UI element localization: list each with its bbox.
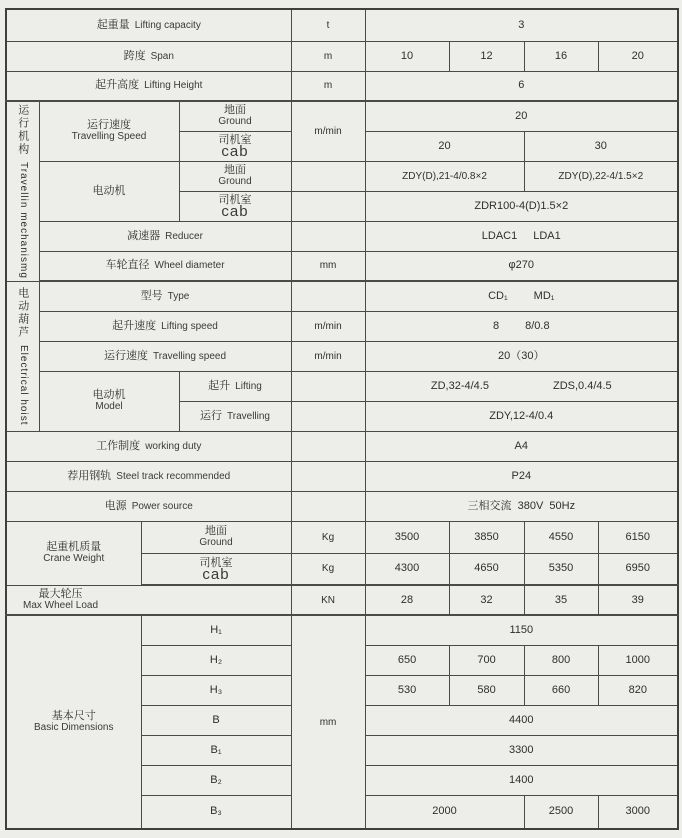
label-zh: 型号 — [140, 289, 163, 302]
label-en: cab — [221, 203, 249, 220]
dim-h2-label: H₂ — [141, 645, 291, 675]
row-type — [6, 281, 678, 311]
label-en: Wheel diameter — [154, 260, 225, 272]
label-zh: 电动机 — [92, 184, 126, 197]
label-zh: 运行 — [200, 409, 223, 422]
label-en: Lifting speed — [161, 320, 218, 332]
value: 8/0.8 — [525, 319, 550, 332]
crane-weight-cab-unit: Kg — [291, 553, 365, 585]
dim-b-label: B — [141, 705, 291, 735]
wheel-diameter-label — [39, 251, 291, 281]
label-zh: 起升高度 — [95, 79, 140, 92]
motor-label — [39, 161, 179, 221]
label-en: Lifting capacity — [134, 19, 201, 31]
dim-h2-value-2: 700 — [449, 645, 524, 675]
label-zh: 运行速度 — [104, 349, 148, 362]
label-en: Steel track recommended — [116, 470, 231, 482]
label-zh: 司机室 — [199, 556, 233, 569]
motor-ground-unit — [291, 161, 365, 191]
crane-weight-ground-unit: Kg — [291, 521, 365, 553]
crane-weight-cab-value-2: 4650 — [449, 553, 524, 585]
row-lifting-speed — [6, 311, 678, 341]
label-zh: 地面 — [224, 164, 247, 176]
hoist-motor-travelling-value: ZDY,12-4/0.4 — [365, 401, 678, 431]
basic-dimensions-label — [6, 615, 141, 829]
crane-weight-cab-value-3: 5350 — [524, 553, 598, 585]
lifting-speed-value — [365, 311, 678, 341]
lifting-capacity-label — [6, 9, 291, 41]
reducer-values — [368, 230, 676, 243]
working-duty-unit — [291, 431, 365, 461]
travelling-speed-ground-value: 20 — [365, 101, 678, 131]
crane-weight-cab-value-1: 4300 — [365, 553, 449, 585]
section-en: Electrical hoist — [17, 344, 29, 426]
section-travelling-mechanism — [6, 101, 39, 281]
dim-h3-value-1: 530 — [365, 675, 449, 705]
dim-b3-value-1: 2000 — [365, 795, 524, 829]
value: LDA1 — [533, 229, 561, 242]
motor-ground-label — [179, 161, 291, 191]
label-en: Travelling — [227, 410, 270, 422]
power-source-value: 三相交流 380V 50Hz — [365, 491, 678, 521]
travelling-speed-cab-value-2: 30 — [524, 131, 678, 161]
section-zh: 电动葫芦 — [16, 286, 29, 339]
label-en: Ground — [218, 116, 252, 128]
dim-b1-label: B₁ — [141, 735, 291, 765]
row-lifting-height — [6, 71, 678, 101]
type-unit — [291, 281, 365, 311]
label-en: Span — [150, 50, 174, 62]
section-en: Travellin mechanismg — [17, 161, 29, 279]
section-electrical-hoist — [6, 281, 39, 431]
span-value-16: 16 — [524, 41, 598, 71]
dim-h2-value-3: 800 — [524, 645, 598, 675]
label-zh: 电动机 — [92, 389, 126, 401]
travelling-speed-cab-value-1: 20 — [365, 131, 524, 161]
travelling-speed-label — [39, 101, 179, 161]
label-block — [23, 588, 98, 612]
label-zh: 跨度 — [123, 49, 146, 62]
label-en: Travelling Speed — [71, 131, 147, 143]
label-en: Basic Dimensions — [34, 722, 114, 733]
hoist-travelling-speed-label — [39, 341, 291, 371]
motor-cab-unit — [291, 191, 365, 221]
span-value-10: 10 — [365, 41, 449, 71]
span-value-12: 12 — [449, 41, 524, 71]
lifting-height-value: 6 — [365, 71, 678, 101]
wheel-diameter-value: φ270 — [365, 251, 678, 281]
label-en: Reducer — [165, 230, 203, 242]
crane-weight-cab-value-4: 6950 — [598, 553, 678, 585]
type-label — [39, 281, 291, 311]
crane-weight-ground-label — [141, 521, 291, 553]
dim-h3-value-3: 660 — [524, 675, 598, 705]
label-en: Power source — [131, 500, 193, 512]
max-wheel-load-value-4: 39 — [598, 585, 678, 615]
crane-weight-ground-value-3: 4550 — [524, 521, 598, 553]
dim-b2-value: 1400 — [365, 765, 678, 795]
hoist-motor-lifting-values — [368, 380, 676, 393]
lifting-height-unit: m — [291, 71, 365, 101]
value: ZD,32-4/4.5 — [430, 379, 489, 392]
label-zh: 减速器 — [127, 229, 161, 242]
row-power-source — [6, 491, 678, 521]
label-en: Ground — [199, 537, 233, 548]
dim-h3-value-4: 820 — [598, 675, 678, 705]
label-en: cab — [202, 565, 230, 583]
dim-b-value: 4400 — [365, 705, 678, 735]
label-zh: 工作制度 — [96, 439, 141, 452]
crane-weight-cab-label — [141, 553, 291, 585]
max-wheel-load-unit: KN — [291, 585, 365, 615]
dim-b1-value: 3300 — [365, 735, 678, 765]
hoist-motor-lifting-unit — [291, 371, 365, 401]
value: MD₁ — [533, 289, 555, 302]
hoist-motor-lifting-label — [179, 371, 291, 401]
dim-h2-value-4: 1000 — [598, 645, 678, 675]
row-hoist-motor-lifting — [6, 371, 678, 401]
dim-h3-value-2: 580 — [449, 675, 524, 705]
hoist-motor-travelling-unit — [291, 401, 365, 431]
max-wheel-load-value-2: 32 — [449, 585, 524, 615]
reducer-unit — [291, 221, 365, 251]
label-zh: 司机室 — [218, 134, 252, 146]
value: LDAC1 — [481, 229, 518, 242]
reducer-value — [365, 221, 678, 251]
label-zh: 最大轮压 — [38, 588, 83, 600]
span-value-20: 20 — [598, 41, 678, 71]
value: CD₁ — [488, 289, 508, 302]
label-en: Crane Weight — [43, 553, 105, 564]
row-max-wheel-load — [6, 585, 678, 615]
hoist-motor-label — [39, 371, 179, 431]
dim-b3-label: B₃ — [141, 795, 291, 829]
row-span — [6, 41, 678, 71]
section-vertical-text — [16, 104, 30, 279]
max-wheel-load-value-3: 35 — [524, 585, 598, 615]
lifting-speed-label — [39, 311, 291, 341]
row-hoist-travelling-speed — [6, 341, 678, 371]
motor-ground-value-2: ZDY(D),22-4/1.5×2 — [524, 161, 678, 191]
dim-h1-label: H₁ — [141, 615, 291, 645]
power-source-label — [6, 491, 291, 521]
motor-cab-label — [179, 191, 291, 221]
row-lifting-capacity — [6, 9, 678, 41]
type-values — [368, 290, 676, 303]
label-en: Lifting — [235, 380, 262, 392]
max-wheel-load-label — [6, 585, 291, 615]
label-en: Max Wheel Load — [23, 600, 99, 611]
label-en: working duty — [145, 440, 202, 452]
power-source-unit — [291, 491, 365, 521]
working-duty-label — [6, 431, 291, 461]
label-zh: 荐用钢轨 — [67, 469, 112, 482]
reducer-label — [39, 221, 291, 251]
label-zh: 地面 — [224, 104, 247, 117]
label-zh: 电源 — [104, 499, 127, 512]
span-label — [6, 41, 291, 71]
label-zh: 起升 — [208, 379, 231, 392]
steel-track-value: P24 — [365, 461, 678, 491]
travelling-speed-ground-label — [179, 101, 291, 131]
label-zh: 基本尺寸 — [51, 710, 96, 722]
label-en: cab — [221, 143, 249, 160]
crane-weight-label — [6, 521, 141, 585]
basic-dimensions-unit: mm — [291, 615, 365, 829]
travelling-speed-unit: m/min — [291, 101, 365, 161]
label-en: Travelling speed — [153, 350, 227, 362]
label-zh: 起重机质量 — [46, 541, 102, 553]
row-motor-ground — [6, 161, 678, 191]
label-zh: 车轮直径 — [105, 259, 150, 272]
crane-weight-ground-value-2: 3850 — [449, 521, 524, 553]
row-reducer — [6, 221, 678, 251]
crane-spec-table — [5, 8, 679, 830]
dim-b2-label: B₂ — [141, 765, 291, 795]
span-unit: m — [291, 41, 365, 71]
lifting-capacity-unit: t — [291, 9, 365, 41]
max-wheel-load-value-1: 28 — [365, 585, 449, 615]
working-duty-value: A4 — [365, 431, 678, 461]
hoist-motor-lifting-value — [365, 371, 678, 401]
dim-h3-label: H₃ — [141, 675, 291, 705]
label-en: Ground — [218, 176, 252, 187]
steel-track-label — [6, 461, 291, 491]
row-travelling-speed-ground — [6, 101, 678, 131]
steel-track-unit — [291, 461, 365, 491]
lifting-capacity-value: 3 — [365, 9, 678, 41]
type-value — [365, 281, 678, 311]
label-en: Model — [95, 401, 123, 412]
wheel-diameter-unit: mm — [291, 251, 365, 281]
row-dim-h1 — [6, 615, 678, 645]
label-zh: 司机室 — [218, 194, 252, 206]
section-vertical-text — [16, 287, 30, 425]
label-en: Lifting Height — [144, 80, 203, 92]
label-zh: 起重量 — [96, 18, 130, 31]
section-zh: 运行机构 — [16, 103, 29, 156]
value: 8 — [492, 319, 500, 332]
motor-ground-value-1: ZDY(D),21-4/0.8×2 — [365, 161, 524, 191]
row-steel-track — [6, 461, 678, 491]
row-wheel-diameter — [6, 251, 678, 281]
dim-b3-value-2: 2500 — [524, 795, 598, 829]
lifting-speed-unit: m/min — [291, 311, 365, 341]
row-working-duty — [6, 431, 678, 461]
row-crane-weight-ground — [6, 521, 678, 553]
label-zh: 运行速度 — [87, 119, 131, 132]
dim-h2-value-1: 650 — [365, 645, 449, 675]
label-zh: 地面 — [205, 525, 228, 537]
label-zh: 起升速度 — [112, 319, 157, 332]
lifting-speed-values — [368, 320, 676, 333]
crane-weight-ground-value-1: 3500 — [365, 521, 449, 553]
hoist-motor-travelling-label — [179, 401, 291, 431]
hoist-travelling-speed-unit: m/min — [291, 341, 365, 371]
value: ZDS,0.4/4.5 — [552, 379, 612, 392]
travelling-speed-cab-label — [179, 131, 291, 161]
dim-h1-value: 1150 — [365, 615, 678, 645]
crane-weight-ground-value-4: 6150 — [598, 521, 678, 553]
hoist-travelling-speed-value: 20（30） — [365, 341, 678, 371]
lifting-height-label — [6, 71, 291, 101]
label-en: Type — [167, 290, 190, 302]
dim-b3-value-3: 3000 — [598, 795, 678, 829]
motor-cab-value: ZDR100-4(D)1.5×2 — [365, 191, 678, 221]
